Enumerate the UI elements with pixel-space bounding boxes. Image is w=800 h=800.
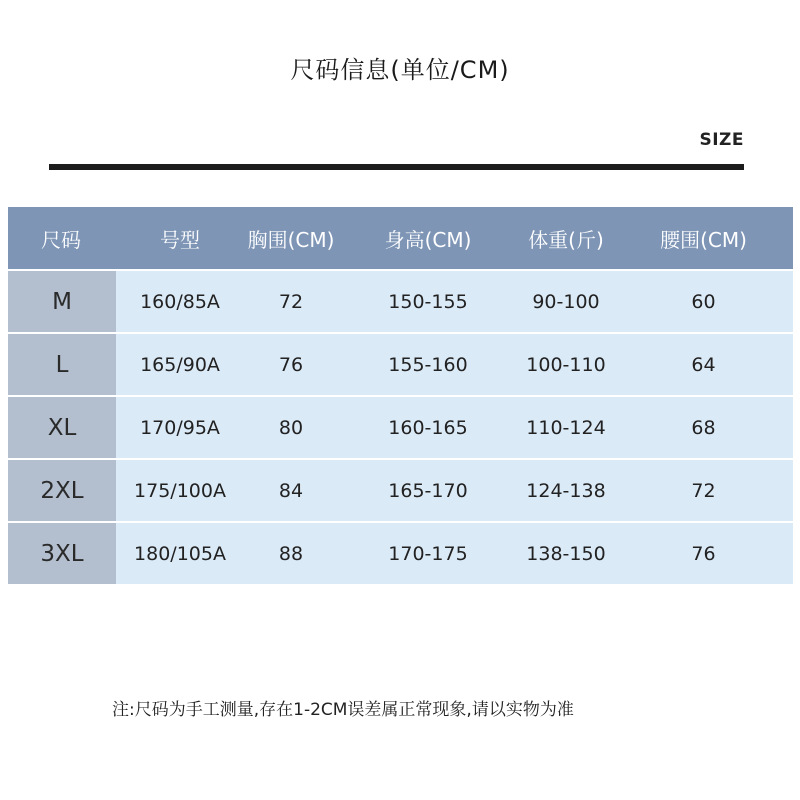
cell-size: XL (8, 397, 116, 458)
footnote: 注:尺码为手工测量,存在1-2CM误差属正常现象,请以实物为准 (112, 700, 574, 720)
table-row (8, 521, 793, 584)
cell-weight: 110-124 (526, 416, 606, 439)
header-model: 号型 (160, 227, 200, 252)
cell-chest: 76 (278, 353, 304, 376)
cell-waist: 60 (691, 290, 716, 313)
cell-waist: 64 (691, 353, 716, 376)
header-weight: 体重(斤) (528, 227, 604, 252)
cell-model: 170/95A (140, 416, 220, 439)
table-row (8, 269, 793, 332)
cell-weight: 124-138 (526, 479, 606, 502)
table-row (8, 395, 793, 458)
cell-size: L (8, 334, 116, 395)
cell-waist: 68 (691, 416, 716, 439)
cell-waist: 76 (691, 542, 716, 565)
divider (49, 164, 744, 170)
cell-size: 3XL (8, 523, 116, 584)
cell-height: 150-155 (388, 290, 468, 313)
size-table (8, 207, 793, 584)
cell-chest: 72 (278, 290, 304, 313)
page-title: 尺码信息(单位/CM) (290, 56, 510, 84)
cell-weight: 90-100 (532, 290, 600, 313)
cell-height: 155-160 (388, 353, 468, 376)
cell-height: 170-175 (388, 542, 468, 565)
header-height: 身高(CM) (384, 227, 472, 252)
cell-model: 175/100A (134, 479, 226, 502)
table-row (8, 332, 793, 395)
cell-model: 165/90A (140, 353, 220, 376)
cell-model: 180/105A (134, 542, 226, 565)
cell-size: M (8, 271, 116, 332)
header-waist: 腰围(CM) (660, 227, 747, 252)
header-size: 尺码 (41, 227, 81, 252)
cell-size: 2XL (8, 460, 116, 521)
cell-waist: 72 (691, 479, 716, 502)
cell-weight: 100-110 (526, 353, 606, 376)
cell-height: 165-170 (388, 479, 468, 502)
cell-weight: 138-150 (526, 542, 606, 565)
cell-model: 160/85A (140, 290, 220, 313)
table-header-row (8, 207, 793, 269)
table-row (8, 458, 793, 521)
cell-chest: 80 (278, 416, 304, 439)
size-label: SIZE (699, 130, 744, 150)
cell-height: 160-165 (388, 416, 468, 439)
cell-chest: 84 (278, 479, 304, 502)
cell-chest: 88 (278, 542, 304, 565)
header-chest: 胸围(CM) (247, 227, 335, 252)
